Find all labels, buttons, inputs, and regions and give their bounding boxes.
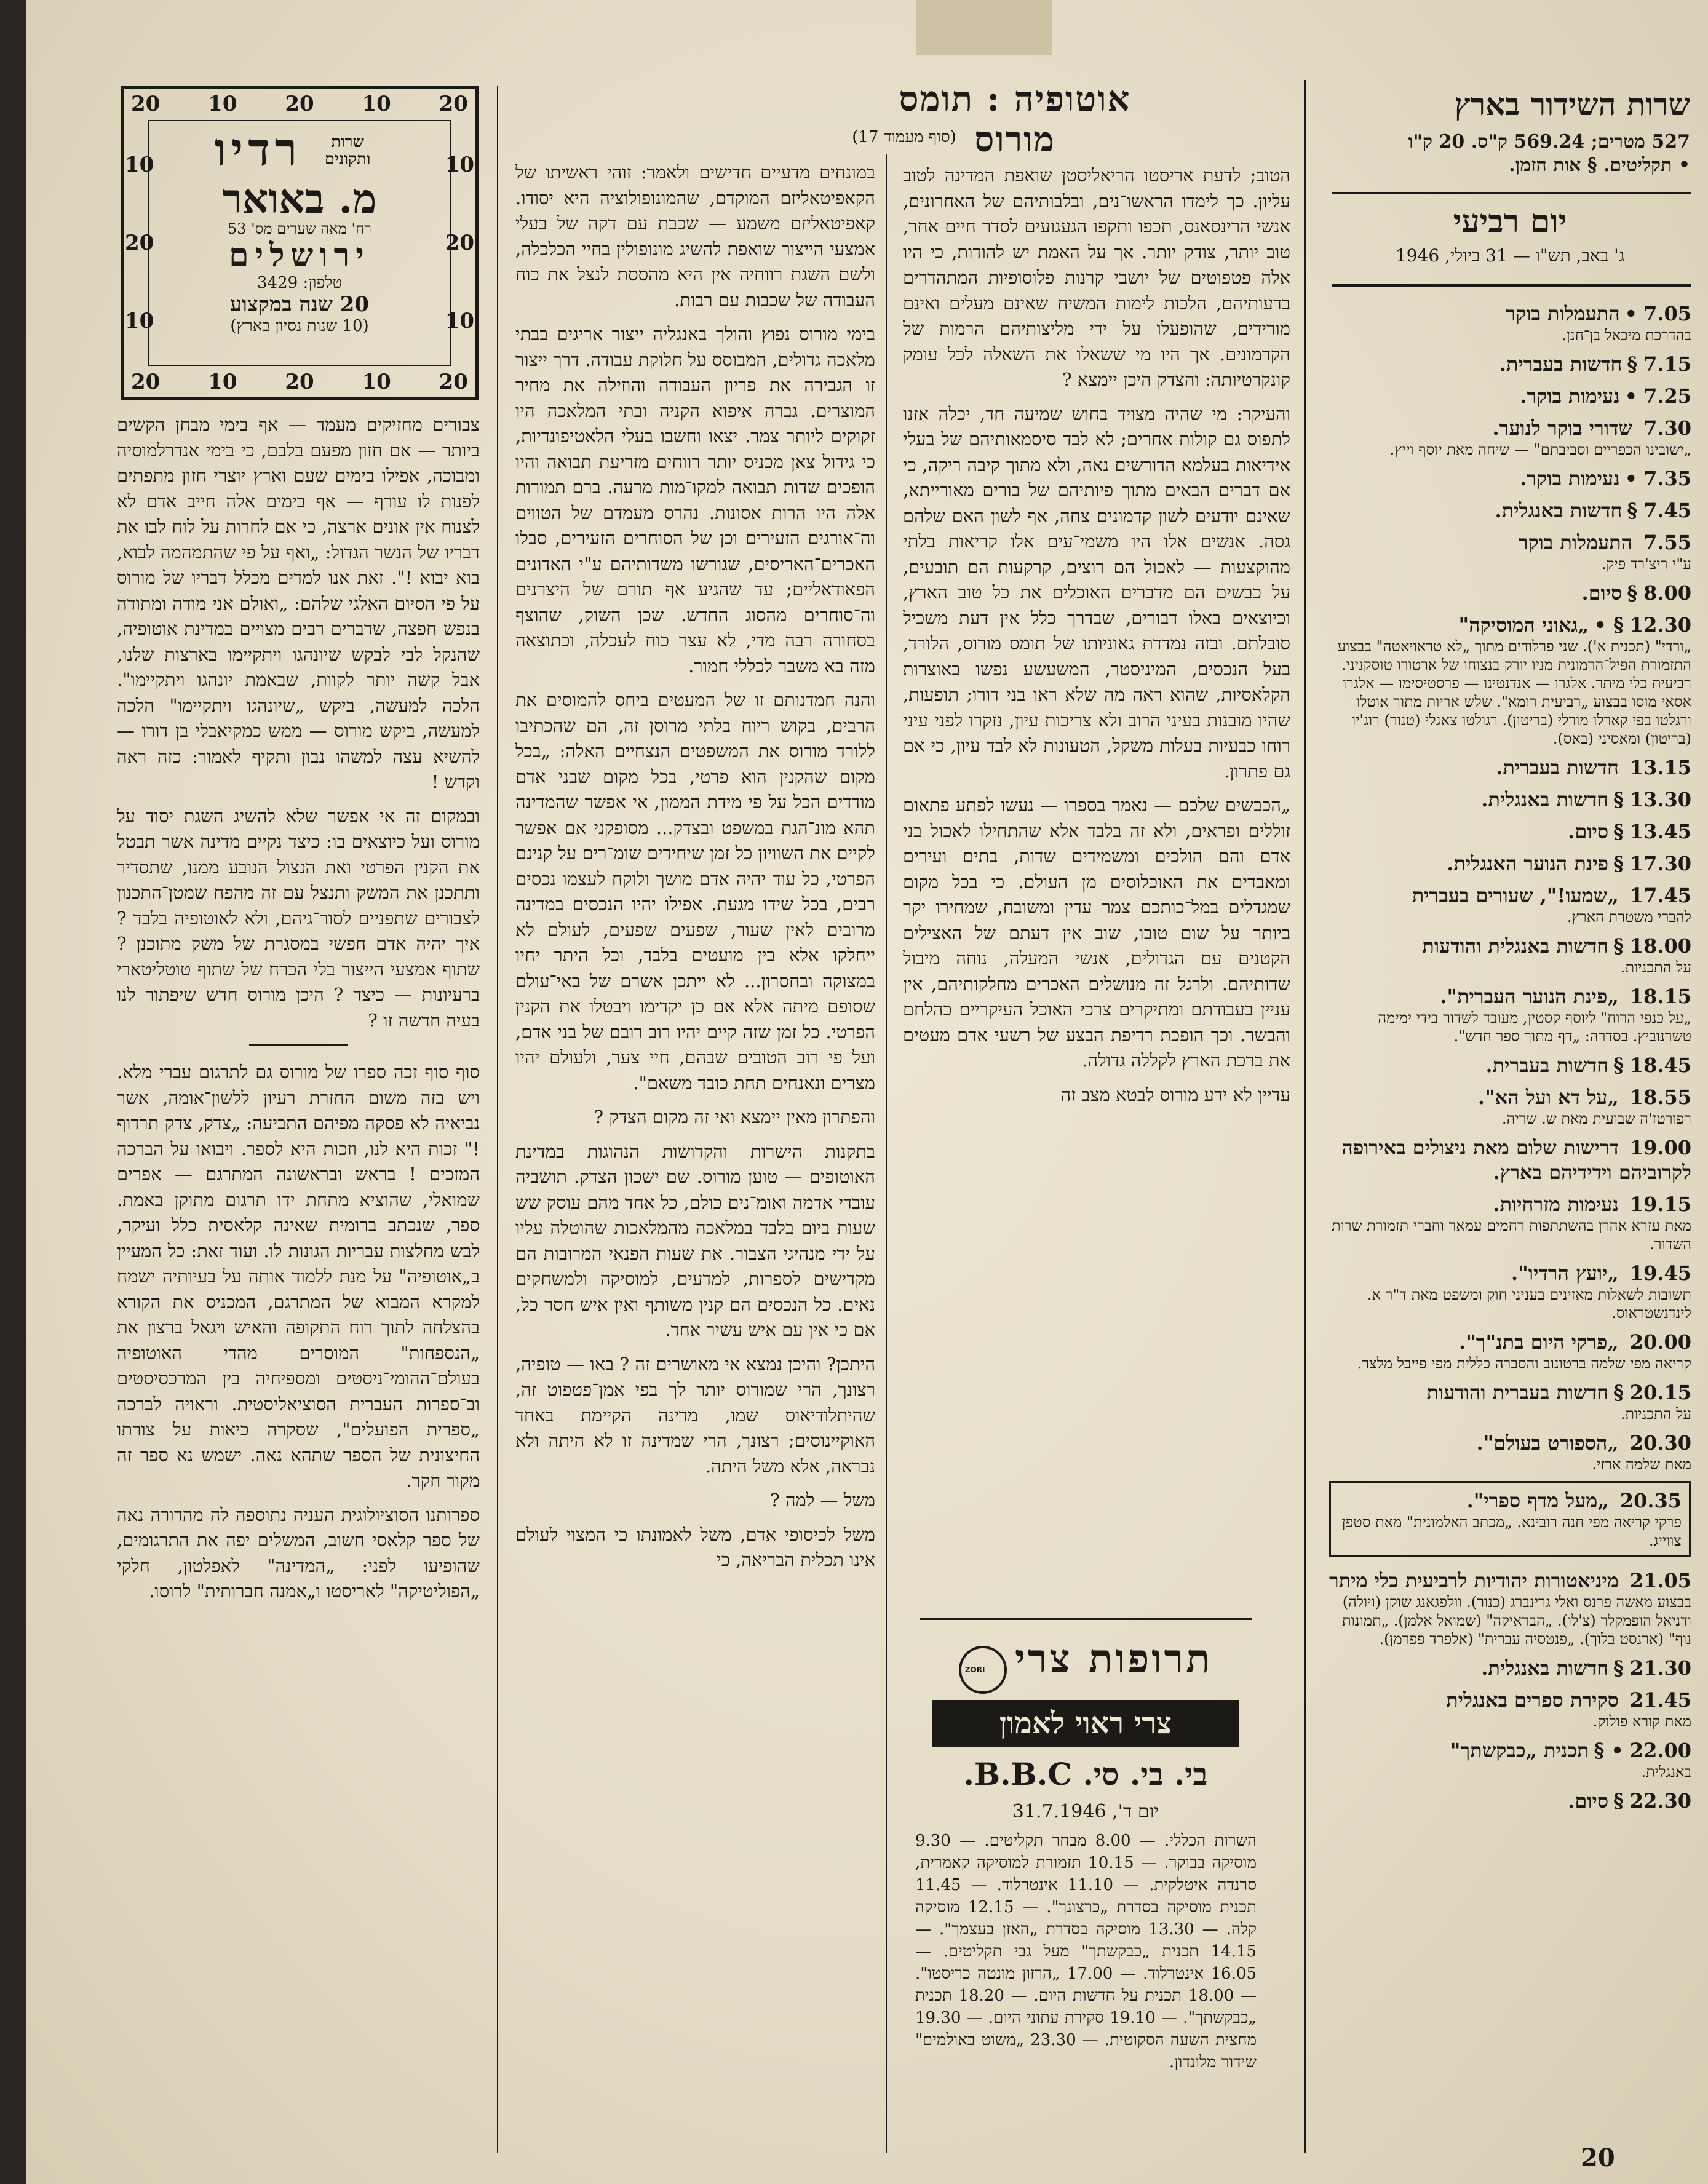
schedule-item	[1329, 530, 1691, 573]
schedule-program-title: חדשות באנגלית.	[1481, 788, 1609, 811]
schedule-program-title: סיום.	[1568, 1789, 1609, 1813]
paragraph: במונחים מדעיים חדישים ולאמר: זוהי ראשיתו של הקאפיטאליזם המוקדם, שהמונופולוציה היא יסודו. קאפיטאליזם משמע — שכבת עם דקה של בעלי אמצעי הייצור שואפת להשיג מונופולין בחיי הכלכלה, ולשם השגת רווחיה אין היא מהססת לנצל את כוח העבודה של שכבות עם רבות.	[515, 162, 875, 311]
schedule-program-title: חדשות באנגלית.	[1481, 1656, 1609, 1680]
schedule-item	[1329, 1738, 1691, 1781]
schedule-time: 21.05	[1629, 1569, 1691, 1592]
schedule-program-title: התעמלות בוקר	[1518, 531, 1633, 554]
schedule-meta-line2: • תקליטים. § אות הזמן.	[1509, 154, 1690, 176]
schedule-symbol: §	[1627, 352, 1638, 376]
schedule-program-note: „ישובינו הכפריים וסביבתם" — שיחה מאת יוסף וייץ.	[1389, 441, 1691, 458]
schedule-program-title: „על דא ועל הא".	[1477, 1086, 1619, 1109]
schedule-item-line	[1329, 755, 1691, 780]
radio-ad-city: ירושלים	[229, 237, 370, 274]
paragraph: סוף סוף זכה ספרו של מורוס גם לתרגום עברי מלא. ויש בזה משום החזרת רעיון ללשון־אומה, אשר נביאיה לא פסקה מפיהם התביעה: „צדק, צדק תרדוף !" זכות היא לנו, וזכות היא לספר. ויבואו על הברכה המזכים ! בראש ובראשונה המתרגם — אפרים שמואלי, שהוציא מתחת ידו תרגום מתוקן באמת. ספר, שנכתב ברומית שאינה קלאסית כלל ועיקר, לבש מחלצות עבריות הגונות לו. ועוד זאת: כל המעיין ב„אוטופיה" על מנת ללמוד אותה על בעיותיה ישמח למקרא המבוא של המתרגם, המכניס את הקורא בהצלחה לתוך רוח התקופה והאיש ויגאל ברצון את „הנספחות" המוסרים מהדי האוטופיה בעולם־ההומי־ניסטים ומספיחיה בין המרכסיסטים וב־ספרות העברית הסוציאליסטית. וראויה לברכה „ספרית הפועלים", שסקרה כיאות על צורתו החיצונית של הספר שתהא נאה. ישמש נא ספר זה מקור חקר.	[117, 1062, 480, 1491]
schedule-symbol: §	[1613, 1381, 1624, 1404]
schedule-item	[1329, 352, 1691, 376]
schedule-symbol: §	[1613, 1054, 1624, 1077]
schedule-item-line	[1329, 416, 1691, 440]
schedule-program-title: חדשות בעברית.	[1485, 1054, 1609, 1077]
schedule-item-line	[1329, 1135, 1691, 1185]
schedule-item	[1329, 1135, 1691, 1185]
schedule-time: 7.30	[1643, 416, 1691, 440]
schedule-item-line	[1329, 1261, 1691, 1285]
schedule-item	[1329, 1688, 1691, 1731]
schedule-program-title: חדשות בעברית והודעות	[1426, 1381, 1609, 1404]
divider	[920, 1618, 1252, 1620]
schedule-item-line	[1329, 1568, 1691, 1593]
schedule-item	[1329, 416, 1691, 459]
schedule-item-line	[1329, 1085, 1691, 1110]
ad-brand: תרופות צרי	[1015, 1636, 1213, 1682]
divider	[1332, 284, 1691, 287]
bbc-text: השרות הכללי. — 8.00 מבחר תקליטים. — 9.30 מוסיקה בבוקר. — 10.15 תזמורת למוסיקה קאמרית, סרנדה איטלקית. — 11.10 אינטרלוד. — 11.45 תכנית מוסיקה בסדרת „כרצונך". — 12.15 מוסיקה קלה. — 13.30 מוסיקה בסדרת „האזן בעצמך". — 14.15 תכנית „כבקשתך" מעל גבי תקליטים. — 16.05 אינטרלוד. — 17.00 „הרזון מונטה כריסטו". — 18.00 תכנית על חדשות היום. — 18.20 תכנית „כבקשתך". — 19.10 סקירת עתוני היום. — 19.30 מחצית השעה הסקוטית. — 23.30 „משוט באולמים" שידור מלונדון.	[915, 1832, 1257, 2071]
schedule-item	[1329, 384, 1691, 408]
schedule-program-note: על התכניות.	[1620, 1405, 1691, 1423]
schedule-list	[1329, 301, 1691, 1821]
schedule-program-note: בבצוע מאשה פרנס ואלי גרינברג (כנור). וולפגאנג שוקן (ויולה) ודניאל הופמקלר (צ'לו). „הבראיקה" (שמואל אלמן). „תמונות נוף" (ארנסט בלוך). „פנטסיה עברית" (אלפרד פפרמן).	[1342, 1594, 1691, 1648]
paragraph: והעיקר: מי שהיה מצויד בחוש שמיעה חד, יכלה אזנו לתפוס גם קולות אחרים; לא לבד סיסמאותיהם של בעלי אידיאות בעלמא הדורשים נאה, ולא מתוך קיבה ריקה, כי אם דברים הבאים מתוך פיותיהם של בורים מאורייתא, שאינם יודעים לשון קדמונים צחה, אף לשון האם שלהם גסה. אנשים אלו היו משמי־עים אלו קריאות בלתי מהוקצעות — לאכול הם רוצים, קרקעות הם תובעים, על כבשים הם מדברים האוכלים את כל טוב הארץ, וכיוצאים באלו דבורים, שבדרך כלל אין דעת משכיל סובלתם. ובזה נמדדת גאוניותו של תומס מורוס, הלורד, בעל הנכסים, המיניסטר, המשעשע נפשו באוצרות הקלאסיות, שהוא ראה מה שלא ראו בני דורו; תופעות, שהיו מובנות בעיני הרוב ולא צריכות עיון, נזקרו לפני עיני רוחו כבעיות בעלות משקל, הטעונות לא לבד עיון, כי אם גם פתרון.	[903, 403, 1290, 782]
schedule-item	[1329, 1568, 1691, 1648]
schedule-time: 7.55	[1643, 531, 1691, 554]
schedule-item	[1329, 851, 1691, 876]
schedule-item	[1329, 1330, 1691, 1373]
number-border-top: 20 10 20 10 20	[131, 92, 468, 116]
schedule-item	[1329, 581, 1691, 605]
article-column-c	[117, 412, 480, 2153]
schedule-time: 22.00	[1629, 1739, 1691, 1762]
zori-logo-icon: ZORI	[959, 1646, 1007, 1694]
schedule-item-line	[1329, 1738, 1691, 1763]
schedule-symbol: §	[1613, 852, 1624, 875]
schedule-item-line	[1329, 787, 1691, 812]
schedule-program-title: חדשות בעברית.	[1496, 756, 1619, 779]
day-title: יום רביעי	[1453, 203, 1567, 240]
bbc-schedule	[915, 1830, 1257, 2125]
paragraph: משל לכיסופי אדם, משל לאמונתו כי המצוי לעולם אינו תכלית הבריאה, כי	[515, 1523, 875, 1570]
schedule-symbol: §	[1613, 820, 1624, 843]
schedule-program-title: נעימות בוקר.	[1520, 467, 1620, 490]
schedule-program-title: חדשות בעברית.	[1499, 352, 1623, 376]
column-rule	[497, 86, 498, 2153]
schedule-symbol: §	[1613, 934, 1624, 958]
paragraph: בתקנות הישרות והקדושות הנהוגות במדינת האוטופים — טוען מורוס. שם ישכון הצדק. תושביה עובדי אדמה ואומ־נים כולם, כל אחד מהם עוסק שש שעות ביום בלבד במלאכה מהמלאכות שהוטלה עליו על ידי מנהיגי הצבור. את שעות הפנאי המרובות הם מקדישים לספרות, למדעים, למוסיקה ולמשחקים נאים. כל הנכסים הם קנין משותף ואין איש חסר כל, אם כי אין עם איש עשיר אחד.	[515, 1140, 875, 1340]
schedule-program-title: סקירת ספרים באנגלית	[1446, 1688, 1619, 1712]
schedule-program-title: „פינת הנוער העברית".	[1440, 985, 1619, 1008]
divider	[1332, 192, 1691, 194]
schedule-time: 19.45	[1629, 1261, 1691, 1285]
schedule-item-line	[1329, 819, 1691, 844]
day-header	[1329, 203, 1691, 266]
number-border-bottom: 20 10 20 10 20	[131, 370, 468, 394]
schedule-item	[1329, 301, 1691, 344]
schedule-item-line	[1329, 883, 1691, 908]
paragraph: בימי מורוס נפוץ והולך באנגליה ייצור אריגים בבתי מלאכה גדולים, המבוסס על חלוקת עבודה. דרך ייצור זו הגבירה את פריון העבודה והוזילה את מחיר המוצרים. גברה איפוא הקניה ובתי המלאכה היו זקוקים ליותר צמר. יצאו וחשבו בעלי הלאטיפונדיות, כי גידול צאן מכניס יותר רווחים מזריעת תבואה והיו הופכים שדות תבואה למקו־מות מרעה. ברם תמורות אלה היו הרות אסונות. נהרס מעמדם של הטווים וה־אורגים הזעירים וכן של הסוחרים הזעירים, סבלו האכרים־האריסים, שגורשו משדותיהם ע"י האדונים הפאודאליים; עד שהגיע אף תורם של היצרנים וה־סוחרים מהסוג החדש. שכן השוק, שהוצף בסחורה רבה מדי, לא עצר כוח לעכלה, וכתוצאה מזה בא משבר לכללי חמור.	[515, 324, 875, 677]
paragraph: היתכן? והיכן נמצא אי מאושרים זה ? באו — טופיה, רצונך, הרי שמורוס יותר לך בפי אמן־פטפוט זה, שהיתלודיאוס שמו, מדינה הקיימת באחד האוקיינוסים; רצונך, הרי שמדינה זו לא היתה ולא נבראה, אלא משל היתה.	[515, 1353, 875, 1477]
schedule-program-note: „על כנפי הרוח" ליוסף קסטין, מעובד לשדור בידי ימימה טשרנוביץ. בסדרה: „דף מתוך ספר חדש".	[1378, 1009, 1691, 1045]
schedule-item	[1329, 819, 1691, 844]
schedule-item-line	[1329, 613, 1691, 637]
schedule-item	[1329, 1053, 1691, 1078]
radio-ad-years: 20 שנה במקצוע	[229, 292, 370, 317]
schedule-item	[1329, 613, 1691, 748]
radio-ad-experience: (10 שנות נסיון בארץ)	[230, 317, 369, 335]
schedule-program-title: מיניאטורות יהודיות לרביעית כלי מיתר	[1329, 1569, 1619, 1592]
schedule-program-note: „ורדי" (תכנית א'). שני פרלודים מתוך „לא טראויאטה" בבצוע התזמורת הפיל־הרמונית מניו יורק בנצוחו של ארטורו טוסקניני. רביעית כלי מיתר. אלגרו — אנדנטינו — פרסטיסימו — אלגרו אסאי מוסו בבצוע „רביעית רומא". שלש אריות מתוך אוטלו ורגלטו בפי קארלו מורלי (בריטון). רגולטו צאגלי (טנור) רוג'יו (בריטון) ומאסיני (באס).	[1337, 638, 1691, 747]
schedule-program-title: סיום.	[1568, 820, 1609, 843]
schedule-program-note: מאת שלמה ארזי.	[1592, 1456, 1691, 1473]
article-column-b	[515, 160, 875, 2153]
schedule-program-title: „גאוני המוסיקה"	[1458, 613, 1589, 637]
schedule-symbol: § •	[1594, 613, 1624, 637]
radio-ad-name: מ. באואר	[222, 175, 377, 223]
schedule-item	[1329, 1789, 1691, 1813]
schedule-item-line	[1329, 934, 1691, 958]
schedule-item	[1329, 883, 1691, 926]
schedule-time: 20.00	[1629, 1330, 1691, 1354]
schedule-item	[1329, 1261, 1691, 1322]
day-date: ג' באב, תש"ו — 31 ביולי, 1946	[1395, 245, 1625, 266]
schedule-time: 13.45	[1629, 820, 1691, 843]
schedule-item	[1329, 1085, 1691, 1128]
schedule-time: 18.15	[1629, 985, 1691, 1008]
schedule-program-note: בהדרכת מיכאל בן־חנן.	[1562, 327, 1691, 344]
schedule-program-title: „הספורט בעולם".	[1476, 1431, 1619, 1455]
schedule-symbol: §	[1613, 1789, 1624, 1813]
schedule-symbol: •	[1624, 467, 1638, 490]
schedule-program-title: חדשות באנגלית והודעות	[1422, 934, 1609, 958]
bbc-title: בי. בי. סי. B.B.C.	[963, 1756, 1208, 1792]
radio-ad-label: שרות ותקונים	[324, 132, 371, 169]
schedule-item	[1329, 1481, 1691, 1557]
schedule-item-line	[1329, 352, 1691, 376]
column-rule	[886, 154, 887, 2153]
schedule-item	[1329, 984, 1691, 1046]
schedule-program-note: מאת קורא פולוק.	[1592, 1713, 1691, 1730]
schedule-program-note: תשובות לשאלות מאזינים בעניני חוק ומשפט מאת ד"ר א. לינדנשטראוס.	[1367, 1286, 1691, 1322]
schedule-item-line	[1329, 1192, 1691, 1217]
paragraph: עדיין לא ידע מורוס לבטא מצב זה	[1060, 1084, 1290, 1105]
schedule-time: 22.30	[1629, 1789, 1691, 1813]
schedule-symbol: §	[1627, 499, 1638, 522]
schedule-program-note: פרקי קריאה מפי חנה רובינא. „מכתב האלמונית" מאת סטפן צווייג.	[1341, 1514, 1682, 1549]
schedule-program-note: על התכניות.	[1620, 959, 1691, 976]
schedule-item	[1329, 498, 1691, 523]
schedule-time: 18.45	[1629, 1054, 1691, 1077]
radio-repair-ad	[121, 86, 479, 400]
schedule-item	[1329, 1656, 1691, 1680]
schedule-item-line	[1329, 384, 1691, 408]
paragraph: והפתרון מאין יימצא ואי זה מקום הצדק ?	[594, 1106, 875, 1127]
schedule-program-title: תכנית „כבקשתך"	[1450, 1739, 1589, 1762]
zori-ad	[920, 1636, 1252, 1747]
schedule-time: 20.30	[1629, 1431, 1691, 1455]
schedule-symbol: •	[1624, 302, 1638, 325]
schedule-symbol: §	[1627, 581, 1638, 605]
schedule-item-line	[1329, 301, 1691, 326]
column-rule	[1304, 80, 1306, 2153]
schedule-item-line	[1329, 1656, 1691, 1680]
schedule-program-note: מאת עזרא אהרן בהשתתפות רחמים עמאר וחברי תזמורת שרות השדור.	[1331, 1217, 1691, 1253]
schedule-program-title: „פרקי היום בתנ"ך".	[1458, 1330, 1619, 1354]
paragraph: ובמקום זה אי אפשר שלא להשיג השגת יסוד על מורוס ועל כיוצאים בו: כיצד נקיים מדינה אשר תבטל את הקנין הפרטי ואת הנצול הנובע ממנו, שתסדיר ותתכנן את המשק ותנצל עם זה מהפח שמטן־התכנון לצבורים שתפניים לסור־גיהם, ולא לאוטופיה בלבד ? איך יהיה אדם חפשי במסגרת של משק מתוכנן ? שתוף אמצעי הייצור בלי הכרח של שתוף טוטליטארי ברעיונות — כיצד ? היכן מורוס חדש שיפתור לנו בעיה חדשה זו ?	[117, 805, 480, 1031]
paragraph: הטוב; לדעת אריסטו הריאליסטן שואפת המדינה לטוב עליון. כך לימדו הראשו־נים, ובלבותיהם של האחרונים, אנשי הרינסאנס, תכפו ותקפו הגעגועים לסדר חיים אחר, טוב יותר, צודק יותר. אך על האמת יש להודות, כי היו אלה פטפוטים של יושבי קרנות פלוסופיות המתהדרים בדעותיהם, הלכות לימות המשיח שאינם מעלים ואינם מורידים, שהופעלו על ידי מליצותיהם הרמות של הקדמונים. אך היו מי ששאלו את השאלה לכל עומק קונקרטיותה: והצדק היכן יימצא ?	[903, 165, 1290, 390]
schedule-item-line	[1329, 984, 1691, 1009]
schedule-item	[1329, 1192, 1691, 1253]
schedule-item	[1329, 466, 1691, 491]
schedule-item-line	[1329, 1431, 1691, 1455]
binding-edge	[0, 0, 26, 2184]
schedule-time: 19.15	[1629, 1193, 1691, 1216]
schedule-symbol: §	[1613, 1656, 1624, 1680]
radio-ad-inner	[148, 120, 451, 366]
section-divider	[249, 1044, 348, 1046]
schedule-item	[1329, 787, 1691, 812]
schedule-time: 18.55	[1629, 1086, 1691, 1109]
schedule-time: 18.00	[1629, 934, 1691, 958]
schedule-program-note: רפורטז'ה שבועית מאת ש. שריה.	[1501, 1110, 1691, 1127]
schedule-meta	[1327, 130, 1690, 177]
schedule-program-title: שדורי בוקר לנוער.	[1492, 416, 1633, 440]
schedule-item-line	[1329, 466, 1691, 491]
schedule-program-note: קריאה מפי שלמה ברטונוב והסברה כללית מפי פייבל מלצר.	[1357, 1355, 1691, 1372]
schedule-program-title: סיום.	[1581, 581, 1623, 605]
paragraph: צבורים מחזיקים מעמד — אף בימי מבחן הקשים ביותר — אם חזון מפעם בלבם, כי בימי אנדרלמוסיה ומבוכה, אפילו בימים שעם וארץ יוצרי חזון מתפתים לפנות לו עורף — אף בימים אלה חייב אדם לא לצנוח אין אונים ארצה, כי אם לחרות על לוח לבו את דבריו של הנשר הגדול: „ואף על פי שהתמהמה לבוא, בוא יבוא !". זאת אנו למדים מכלל דבריו של מורוס על פי הסיום האלגי שלהם: „ואולם אני מודה ומתודה בנפש חפצה, שדברים רבים מצויים במדינת אוטופיה, שהנקל לבי לבקש שיונהגו ויתקיימו בארצות שלנו, אבל קשה יותר לקוות, שבאמת יונהגו ויתקיימו". הלכה למעשה, ביקש „שיונהגו ויתקיימו" הלכה למעשה, ביקש מורוס — ממש כמקיאבלי בן דורו — להשיא עצה למשהו נבון ותקיף לאמור: כזה ראה וקדש !	[117, 414, 480, 792]
schedule-time: 12.30	[1629, 613, 1691, 637]
schedule-program-title: פינת הנוער האנגלית.	[1447, 852, 1609, 875]
paragraph: משל — למה ?	[770, 1490, 875, 1511]
radio-ad-address: רח' מאה שערים מס' 53	[227, 220, 372, 237]
schedule-program-title: דרישות שלום מאת ניצולים באירופה לקרוביהם וידידיהם בארץ.	[1341, 1136, 1691, 1184]
schedule-item-line	[1329, 851, 1691, 876]
schedule-time: 7.35	[1643, 467, 1691, 490]
radio-ad-phone: טלפון: 3429	[257, 274, 342, 292]
schedule-time: 13.30	[1629, 788, 1691, 811]
schedule-item-line	[1329, 498, 1691, 523]
schedule-time: 20.15	[1629, 1381, 1691, 1404]
schedule-symbol: •	[1624, 384, 1638, 408]
schedule-program-note: להברי משטרת הארץ.	[1567, 908, 1691, 926]
schedule-time: 21.30	[1629, 1656, 1691, 1680]
page-number: 20	[1581, 2143, 1615, 2172]
bbc-date: יום ד', 31.7.1946	[1012, 1801, 1159, 1822]
number-border-right: 10 20 10	[445, 153, 474, 333]
schedule-time: 21.45	[1629, 1688, 1691, 1712]
schedule-time: 7.15	[1643, 352, 1691, 376]
schedule-time: 17.45	[1629, 884, 1691, 907]
paragraph: והנה חמדנותם זו של המעטים ביחס להמוסים את הרבים, בקוש ריוח בלתי מרוסן זה, הם שהכתיבו ללורד מורוס את המשפטים הנצחיים האלה: „בכל מקום שהקנין הוא פרטי, בכל מקום שבני אדם מודדים הכל על פי מידת הממון, אי אפשר שהמדינה תהא מונ־הגת במשפט ובצדק... מסופקני אם אפשר לקיים את השוויון כל זמן שיחידים שומ־רים על קנינם הפרטי, כל עוד יהיה אדם מושך ולוקח לעצמו נכסים רבים, בכל שידו מגעת. אפילו יהיו הנכסים במדינה מרובים לאין שעור, שפעים שפעים, לעולם לא ייחלקו אלא בין מועטים בלבד, וכל היתר יחיו במצוקה ובחסרון... לא ייתכן אשרם של באי־עולם שסופם מיתה אלא אם כן יקדימו ויבטלו את הקנין הפרטי. כל זמן שזה קיים יהיו רוב רובם של בני אדם, ועל פי רוב הטובים שבהם, חיי צער, ולעולם יהיו מצרים ונאנחים תחת כובד משאם".	[515, 689, 875, 1094]
schedule-meta-line1: 527 מטרים; 569.24 ק"ס. 20 ק"ו	[1408, 131, 1690, 153]
schedule-symbol: §	[1613, 788, 1624, 811]
schedule-program-title: חדשות באנגלית.	[1495, 499, 1623, 522]
schedule-program-note: ע"י ריצ'רד פיק.	[1601, 555, 1691, 573]
schedule-item	[1329, 1431, 1691, 1474]
schedule-item-line	[1338, 1488, 1682, 1513]
schedule-title: שרות השידור בארץ	[1454, 86, 1690, 122]
radio-word: רדיו	[214, 124, 303, 177]
schedule-program-title: „מעל מדף ספרי".	[1466, 1489, 1609, 1512]
schedule-item	[1329, 1380, 1691, 1423]
schedule-time: 19.00	[1629, 1136, 1691, 1159]
schedule-item-line	[1329, 1789, 1691, 1813]
schedule-time: 7.25	[1643, 384, 1691, 408]
schedule-time: 8.00	[1643, 581, 1691, 605]
schedule-item-line	[1329, 530, 1691, 555]
schedule-item-line	[1329, 581, 1691, 605]
ad-slogan: צרי ראוי לאמון	[932, 1700, 1239, 1747]
schedule-time: 7.05	[1643, 302, 1691, 325]
schedule-time: 17.30	[1629, 852, 1691, 875]
schedule-program-title: נעימות בוקר.	[1520, 384, 1620, 408]
schedule-item	[1329, 755, 1691, 780]
schedule-time: 20.35	[1619, 1489, 1682, 1512]
article-headline: אוטופיה : תומס מורוס	[899, 79, 1131, 160]
article-continuation: (סוף מעמוד 17)	[852, 128, 956, 146]
schedule-program-title: „שמעו!", שעורים בעברית	[1412, 884, 1619, 907]
schedule-program-title: „יועץ הרדיו".	[1511, 1261, 1619, 1285]
schedule-time: 7.45	[1643, 499, 1691, 522]
tape-strip	[916, 0, 1052, 55]
schedule-program-note: באנגלית.	[1641, 1763, 1691, 1781]
schedule-item-line	[1329, 1053, 1691, 1078]
schedule-item	[1329, 934, 1691, 977]
schedule-symbol: • §	[1594, 1739, 1624, 1762]
schedule-item-line	[1329, 1380, 1691, 1405]
schedule-time: 13.15	[1629, 756, 1691, 779]
schedule-program-title: נעימות מזרחיות.	[1493, 1193, 1619, 1216]
paragraph: „הכבשים שלכם — נאמר בספרו — נעשו לפתע פתאום זוללים ופראים, ולא זה בלבד אלא שהתחילו לאכול בני אדם והם הולכים ומשמידים שדות, בתים ועירים ומאבדים את האוכלוסים מן העולם. כי בכל מקום שמגדלים במל־כותכם צמר עדין ומשובח, שמחירו יקר ביותר על שום טובו, שוב אין דעתם של האצילים הקטנים עם הגדולים, אנשי המעלה, נוחה מיבול שדותיהם. ולרגל זה מנושלים האכרים מחלקותיהם, אין עניין בעבודתם ומתיקרים צרכי האוכל העיקריים כהלחם והבשר. וכך הופכת רדיפת הבצע של רשעי אדם מעטים את ברכת הארץ לקללה גדולה.	[903, 795, 1290, 1071]
number-border-left: 10 20 10	[125, 153, 154, 333]
schedule-item-line	[1329, 1688, 1691, 1712]
schedule-item-line	[1329, 1330, 1691, 1354]
schedule-program-title: התעמלות בוקר	[1506, 302, 1620, 325]
paragraph: ספרותנו הסוציולוגית העניה נתוספה לה מהדורה נאה של ספר קלאסי חשוב, המשלים יפה את התרגומים, שהופיעו לפני: „המדינה" לאפלטון, חלקי „הפוליטיקה" לאריסטו ו„אמנה חברותית" לרוסו.	[117, 1504, 480, 1602]
article-column-a	[903, 163, 1290, 1596]
